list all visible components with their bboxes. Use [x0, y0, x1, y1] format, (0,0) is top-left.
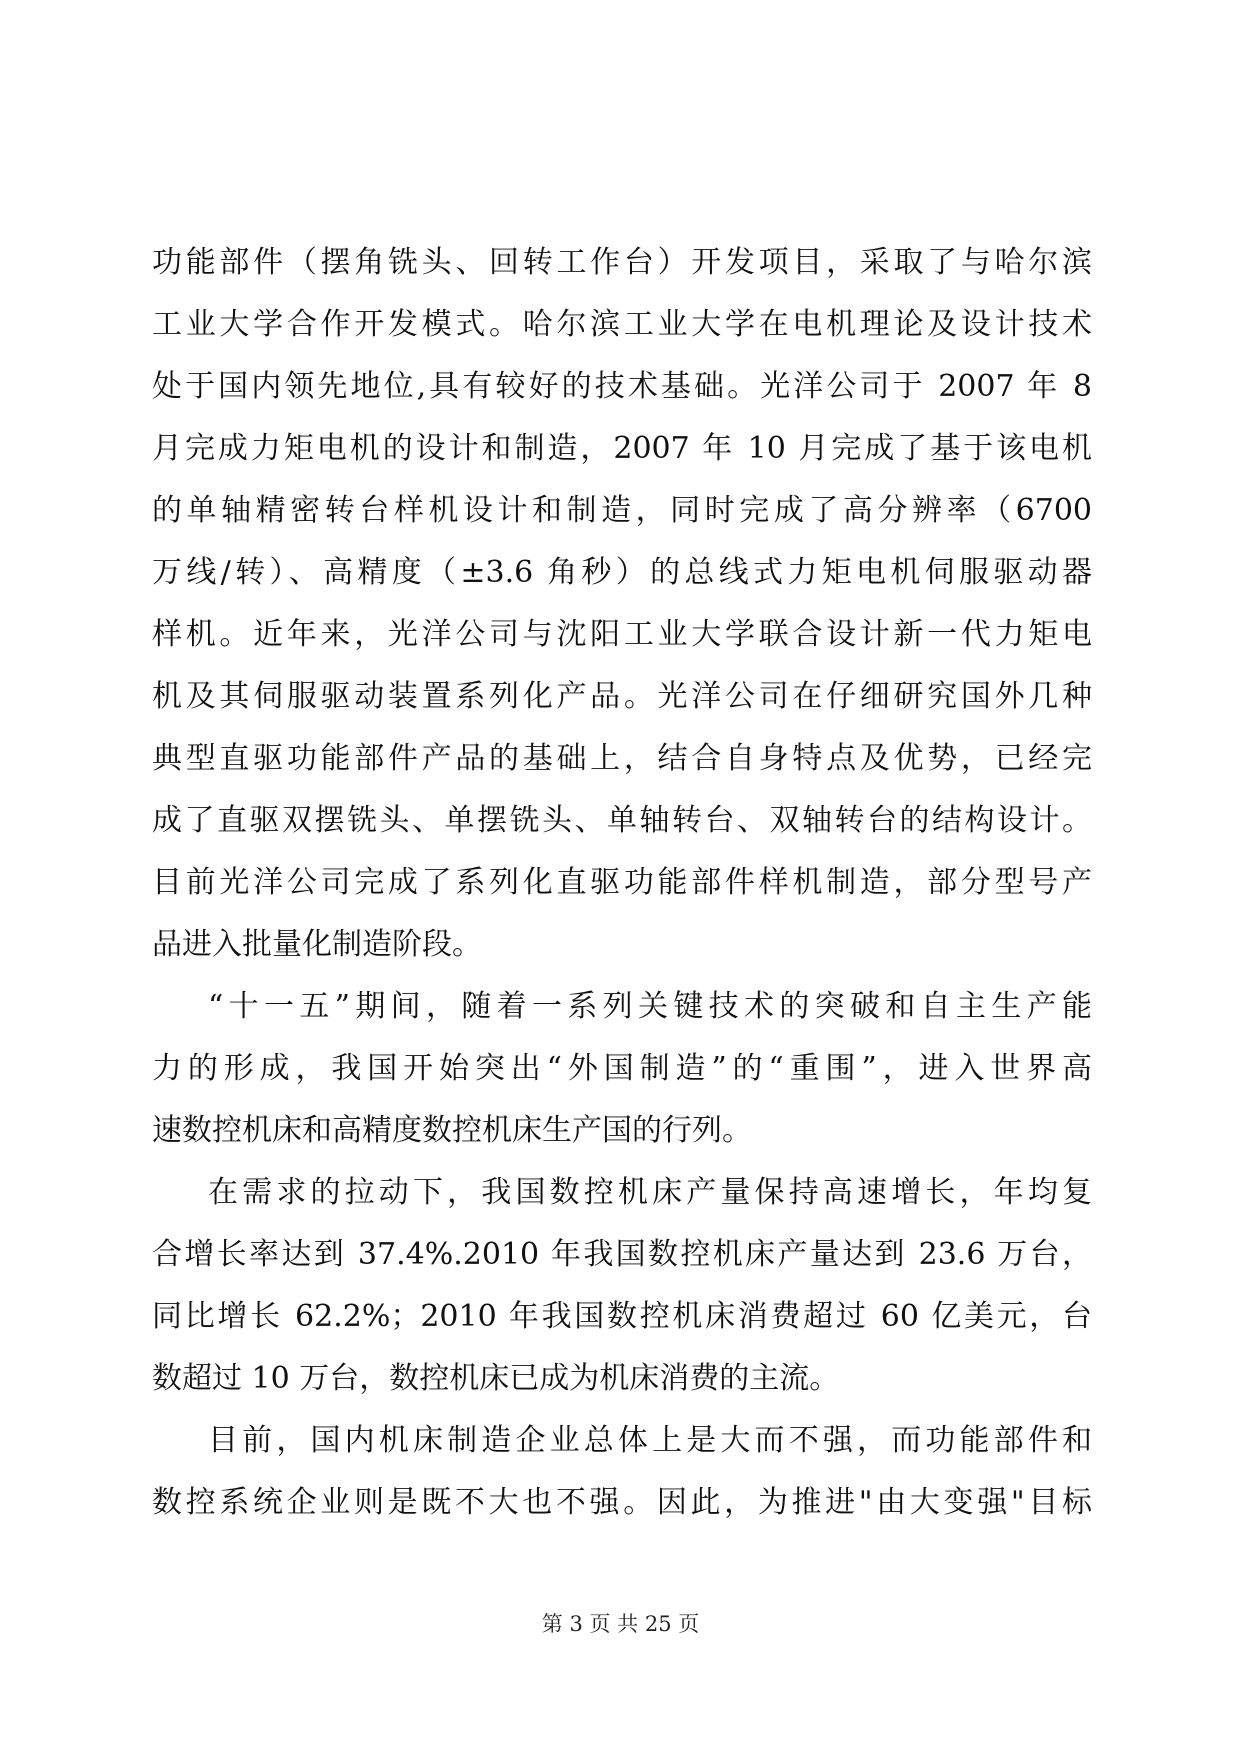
text-line: 在需求的拉动下，我国数控机床产量保持高速增长，年均复 [208, 1175, 1092, 1210]
text-line: 功能部件（摆角铣头、回转工作台）开发项目，采取了与哈尔滨 [152, 245, 1092, 280]
text-line: 数超过 10 万台，数控机床已成为机床消费的主流。 [152, 1361, 840, 1396]
paragraph-1 [152, 232, 1092, 976]
text-line: 的单轴精密转台样机设计和制造，同时完成了高分辨率（6700 [152, 493, 1092, 528]
paragraph-2 [152, 976, 1092, 1162]
text-line: 典型直驱功能部件产品的基础上，结合自身特点及优势，已经完 [152, 741, 1092, 776]
text-line: 速数控机床和高精度数控机床生产国的行列。 [152, 1113, 752, 1148]
text-line: 合增长率达到 37.4%.2010 年我国数控机床产量达到 23.6 万台， [152, 1237, 1092, 1272]
text-line: 工业大学合作开发模式。哈尔滨工业大学在电机理论及设计技术 [152, 307, 1092, 342]
text-line: 力的形成，我国开始突出“外国制造”的“重围”，进入世界高 [152, 1051, 1092, 1086]
text-line: 样机。近年来，光洋公司与沈阳工业大学联合设计新一代力矩电 [152, 617, 1092, 652]
text-line: 目前光洋公司完成了系列化直驱功能部件样机制造，部分型号产 [152, 865, 1092, 900]
paragraph-4 [152, 1410, 1092, 1534]
document-body [152, 232, 1092, 1534]
text-line: 成了直驱双摆铣头、单摆铣头、单轴转台、双轴转台的结构设计。 [152, 803, 1092, 838]
text-line: 目前，国内机床制造企业总体上是大而不强，而功能部件和 [208, 1423, 1092, 1458]
text-line: 品进入批量化制造阶段。 [152, 927, 482, 962]
text-line: 数控系统企业则是既不大也不强。因此，为推进"由大变强"目标 [152, 1485, 1092, 1520]
text-line: 同比增长 62.2%；2010 年我国数控机床消费超过 60 亿美元，台 [152, 1299, 1092, 1334]
text-line: 月完成力矩电机的设计和制造，2007 年 10 月完成了基于该电机 [152, 431, 1092, 466]
text-line: 机及其伺服驱动装置系列化产品。光洋公司在仔细研究国外几种 [152, 679, 1092, 714]
paragraph-3 [152, 1162, 1092, 1410]
text-line: “十一五”期间，随着一系列关键技术的突破和自主生产能 [208, 989, 1092, 1024]
text-line: 万线/转）、高精度（±3.6 角秒）的总线式力矩电机伺服驱动器 [152, 555, 1092, 590]
page-number-footer: 第 3 页 共 25 页 [541, 1612, 700, 1636]
text-line: 处于国内领先地位,具有较好的技术基础。光洋公司于 2007 年 8 [152, 369, 1092, 404]
